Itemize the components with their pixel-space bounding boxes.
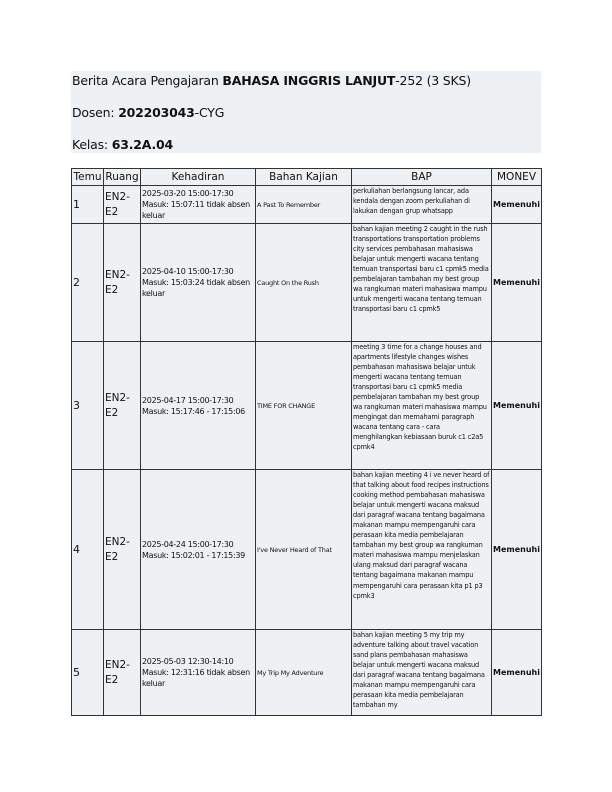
class-line <box>72 137 173 152</box>
lecturer-line <box>72 105 224 120</box>
cell-ruang: EN2-E2 <box>104 630 141 716</box>
table-row <box>72 342 542 470</box>
cell-bap: bahan kajian meeting 4 i ve never heard of that talking about food recipes instructions cooking method pembahasan mahasiswa belajar untuk mengerti wacana maksud dari paragraf wacana tentang bagaimana makanan mampu mempengaruhi cara perasaan kita media pembelajaran tambahan my best group wa rangkuman materi mahasiswa mampu menjelaskan ulang maksud dari paragraf wacana tentang bagaimana makanan mampu mempengaruhi cara perasaan kita p1 p3 cpmk3 <box>352 470 492 630</box>
cell-temu: 2 <box>72 224 104 342</box>
cell-bahan-kajian: TIME FOR CHANGE <box>256 342 352 470</box>
course-code: -252 (3 SKS) <box>395 73 471 88</box>
dosen-label: Dosen: <box>72 105 119 120</box>
cell-kehadiran: 2025-03-20 15:00-17:30 Masuk: 15:07:11 tidak absen keluar <box>141 186 256 224</box>
col-header-kehadiran: Kehadiran <box>141 169 256 186</box>
cell-bahan-kajian: Caught On the Rush <box>256 224 352 342</box>
table-row <box>72 470 542 630</box>
cell-monev: Memenuhi <box>492 342 542 470</box>
kelas-label: Kelas: <box>72 137 112 152</box>
cell-bahan-kajian: I've Never Heard of That <box>256 470 352 630</box>
cell-temu: 1 <box>72 186 104 224</box>
cell-ruang: EN2-E2 <box>104 224 141 342</box>
col-header-bap: BAP <box>352 169 492 186</box>
cell-bap: bahan kajian meeting 5 my trip my adventure talking about travel vacation sand plans pembahasan mahasiswa belajar untuk mengerti wacana maksud dari paragraf wacana tentang bagaimana makanan mampu mempengaruhi cara perasaan kita media pembelajaran tambahan my <box>352 630 492 716</box>
title-prefix: Berita Acara Pengajaran <box>72 73 223 88</box>
table-row <box>72 224 542 342</box>
cell-kehadiran: 2025-05-03 12:30-14:10 Masuk: 12:31:16 tidak absen keluar <box>141 630 256 716</box>
cell-monev: Memenuhi <box>492 186 542 224</box>
kelas-value: 63.2A.04 <box>111 137 173 152</box>
cell-kehadiran: 2025-04-10 15:00-17:30 Masuk: 15:03:24 tidak absen keluar <box>141 224 256 342</box>
cell-ruang: EN2-E2 <box>104 342 141 470</box>
course-name: BAHASA INGGRIS LANJUT <box>222 73 396 88</box>
col-header-temu: Temu <box>72 169 104 186</box>
cell-monev: Memenuhi <box>492 224 542 342</box>
cell-temu: 4 <box>72 470 104 630</box>
cell-bahan-kajian: A Past To Remember <box>256 186 352 224</box>
table-header-row <box>72 169 542 186</box>
cell-ruang: EN2-E2 <box>104 470 141 630</box>
cell-ruang: EN2-E2 <box>104 186 141 224</box>
table-row <box>72 186 542 224</box>
col-header-monev: MONEV <box>492 169 542 186</box>
cell-bap: bahan kajian meeting 2 caught in the rush transportations transportation problems city services pembahasan mahasiswa belajar untuk mengerti wacana tentang temuan transportasi baru c1 cpmk5 media pembelajaran tambahan my best group wa rangkuman materi mahasiswa mampu untuk mengerti wacana tentang temuan transportasi baru c1 cpmk5 <box>352 224 492 342</box>
cell-temu: 3 <box>72 342 104 470</box>
cell-kehadiran: 2025-04-24 15:00-17:30 Masuk: 15:02:01 - 17:15:39 <box>141 470 256 630</box>
col-header-bahan-kajian: Bahan Kajian <box>256 169 352 186</box>
cell-bap: perkuliahan berlangsung lancar, ada kendala dengan zoom perkuliahan di lakukan dengan grup whatsapp <box>352 186 492 224</box>
cell-monev: Memenuhi <box>492 470 542 630</box>
report-title <box>72 73 471 88</box>
attendance-table <box>71 168 542 716</box>
report-header <box>71 71 541 153</box>
cell-monev: Memenuhi <box>492 630 542 716</box>
table-row <box>72 630 542 716</box>
cell-temu: 5 <box>72 630 104 716</box>
col-header-ruang: Ruang <box>104 169 141 186</box>
dosen-suffix: -CYG <box>194 105 225 120</box>
dosen-id: 202203043 <box>118 105 195 120</box>
cell-kehadiran: 2025-04-17 15:00-17:30 Masuk: 15:17:46 - 17:15:06 <box>141 342 256 470</box>
cell-bahan-kajian: My Trip My Adventure <box>256 630 352 716</box>
cell-bap: meeting 3 time for a change houses and apartments lifestyle changes wishes pembahasan mahasiswa belajar untuk mengerti wacana tentang temuan transportasi baru c1 cpmk5 media pembelajaran tambahan my best group wa rangkuman materi mahasiswa mampu mengingat dan memahami paragraph wacana tentang cara - cara menghilangkan kebiasaan buruk c1 c2a5 cpmk4 <box>352 342 492 470</box>
